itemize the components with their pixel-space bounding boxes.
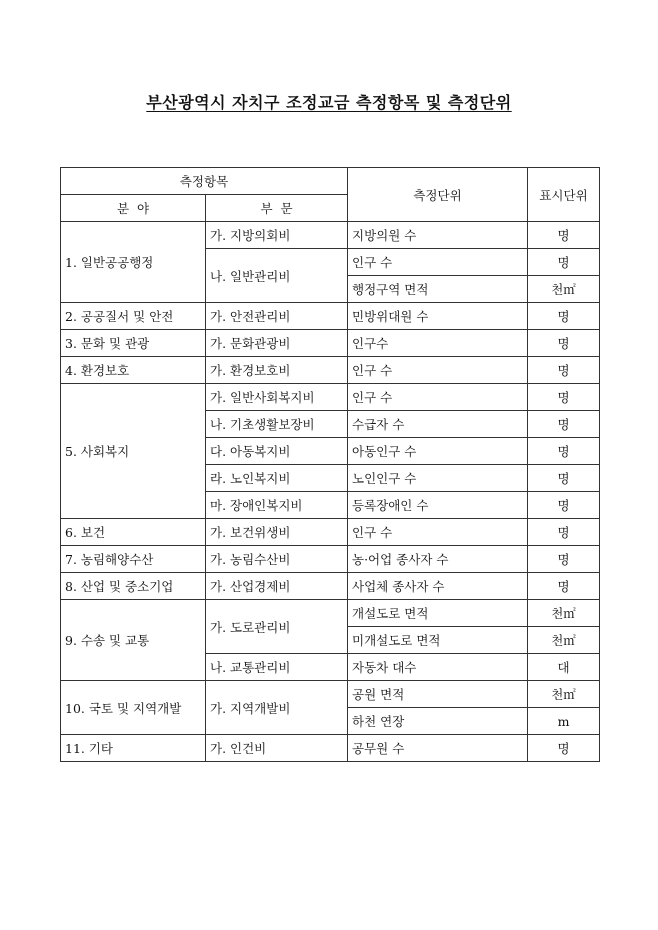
field-cell: 3. 문화 및 관광 [61, 330, 206, 357]
measure-unit-cell: 행정구역 면적 [348, 276, 528, 303]
measure-unit-cell: 공무원 수 [348, 735, 528, 762]
measure-unit-cell: 농·어업 종사자 수 [348, 546, 528, 573]
display-unit-cell: 명 [528, 735, 600, 762]
dept-cell: 가. 지방의회비 [206, 222, 348, 249]
measure-unit-cell: 지방의원 수 [348, 222, 528, 249]
measure-unit-cell: 사업체 종사자 수 [348, 573, 528, 600]
measure-unit-cell: 민방위대원 수 [348, 303, 528, 330]
header-dept: 부 문 [206, 195, 348, 222]
display-unit-cell: 명 [528, 222, 600, 249]
dept-cell: 가. 산업경제비 [206, 573, 348, 600]
measure-unit-cell: 미개설도로 면적 [348, 627, 528, 654]
table-row [61, 735, 600, 762]
display-unit-cell: 천㎡ [528, 627, 600, 654]
table-row [61, 519, 600, 546]
display-unit-cell: 명 [528, 438, 600, 465]
measure-unit-cell: 자동차 대수 [348, 654, 528, 681]
measure-unit-cell: 인구수 [348, 330, 528, 357]
display-unit-cell: 대 [528, 654, 600, 681]
display-unit-cell: m [528, 708, 600, 735]
display-unit-cell: 명 [528, 546, 600, 573]
field-cell: 6. 보건 [61, 519, 206, 546]
measure-unit-cell: 아동인구 수 [348, 438, 528, 465]
measure-unit-cell: 인구 수 [348, 249, 528, 276]
display-unit-cell: 명 [528, 492, 600, 519]
display-unit-cell: 명 [528, 249, 600, 276]
table-row [61, 357, 600, 384]
measure-unit-cell: 수급자 수 [348, 411, 528, 438]
measurement-table [60, 167, 600, 762]
table-row [61, 222, 600, 249]
dept-cell: 가. 안전관리비 [206, 303, 348, 330]
display-unit-cell: 명 [528, 573, 600, 600]
measure-unit-cell: 공원 면적 [348, 681, 528, 708]
field-cell: 11. 기타 [61, 735, 206, 762]
header-field: 분 야 [61, 195, 206, 222]
dept-cell: 가. 보건위생비 [206, 519, 348, 546]
measure-unit-cell: 하천 연장 [348, 708, 528, 735]
dept-cell: 가. 도로관리비 [206, 600, 348, 654]
measure-unit-cell: 등록장애인 수 [348, 492, 528, 519]
table-row [61, 600, 600, 627]
measure-unit-cell: 노인인구 수 [348, 465, 528, 492]
dept-cell: 나. 일반관리비 [206, 249, 348, 303]
measure-unit-cell: 인구 수 [348, 384, 528, 411]
header-measure-item: 측정항목 [61, 168, 348, 195]
header-row [61, 168, 600, 195]
display-unit-cell: 명 [528, 303, 600, 330]
field-cell: 7. 농림해양수산 [61, 546, 206, 573]
dept-cell: 가. 일반사회복지비 [206, 384, 348, 411]
dept-cell: 나. 교통관리비 [206, 654, 348, 681]
header-display-unit: 표시단위 [528, 168, 600, 222]
field-cell: 9. 수송 및 교통 [61, 600, 206, 681]
dept-cell: 가. 문화관광비 [206, 330, 348, 357]
display-unit-cell: 명 [528, 330, 600, 357]
dept-cell: 가. 지역개발비 [206, 681, 348, 735]
field-cell: 10. 국토 및 지역개발 [61, 681, 206, 735]
dept-cell: 나. 기초생활보장비 [206, 411, 348, 438]
field-cell: 1. 일반공공행정 [61, 222, 206, 303]
display-unit-cell: 명 [528, 357, 600, 384]
dept-cell: 가. 인건비 [206, 735, 348, 762]
document-title: 부산광역시 자치구 조정교금 측정항목 및 측정단위 [146, 93, 512, 112]
field-cell: 5. 사회복지 [61, 384, 206, 519]
dept-cell: 라. 노인복지비 [206, 465, 348, 492]
dept-cell: 다. 아동복지비 [206, 438, 348, 465]
measure-unit-cell: 인구 수 [348, 519, 528, 546]
display-unit-cell: 천㎡ [528, 681, 600, 708]
field-cell: 4. 환경보호 [61, 357, 206, 384]
dept-cell: 가. 환경보호비 [206, 357, 348, 384]
display-unit-cell: 명 [528, 411, 600, 438]
table-row [61, 330, 600, 357]
display-unit-cell: 명 [528, 465, 600, 492]
table-row [61, 303, 600, 330]
measure-unit-cell: 인구 수 [348, 357, 528, 384]
table-row [61, 573, 600, 600]
header-measure-unit: 측정단위 [348, 168, 528, 222]
table-row [61, 546, 600, 573]
table-row [61, 384, 600, 411]
dept-cell: 마. 장애인복지비 [206, 492, 348, 519]
dept-cell: 가. 농림수산비 [206, 546, 348, 573]
display-unit-cell: 천㎡ [528, 276, 600, 303]
display-unit-cell: 명 [528, 384, 600, 411]
measure-unit-cell: 개설도로 면적 [348, 600, 528, 627]
field-cell: 8. 산업 및 중소기업 [61, 573, 206, 600]
display-unit-cell: 천㎡ [528, 600, 600, 627]
table-body [61, 222, 600, 762]
table-row [61, 681, 600, 708]
field-cell: 2. 공공질서 및 안전 [61, 303, 206, 330]
display-unit-cell: 명 [528, 519, 600, 546]
